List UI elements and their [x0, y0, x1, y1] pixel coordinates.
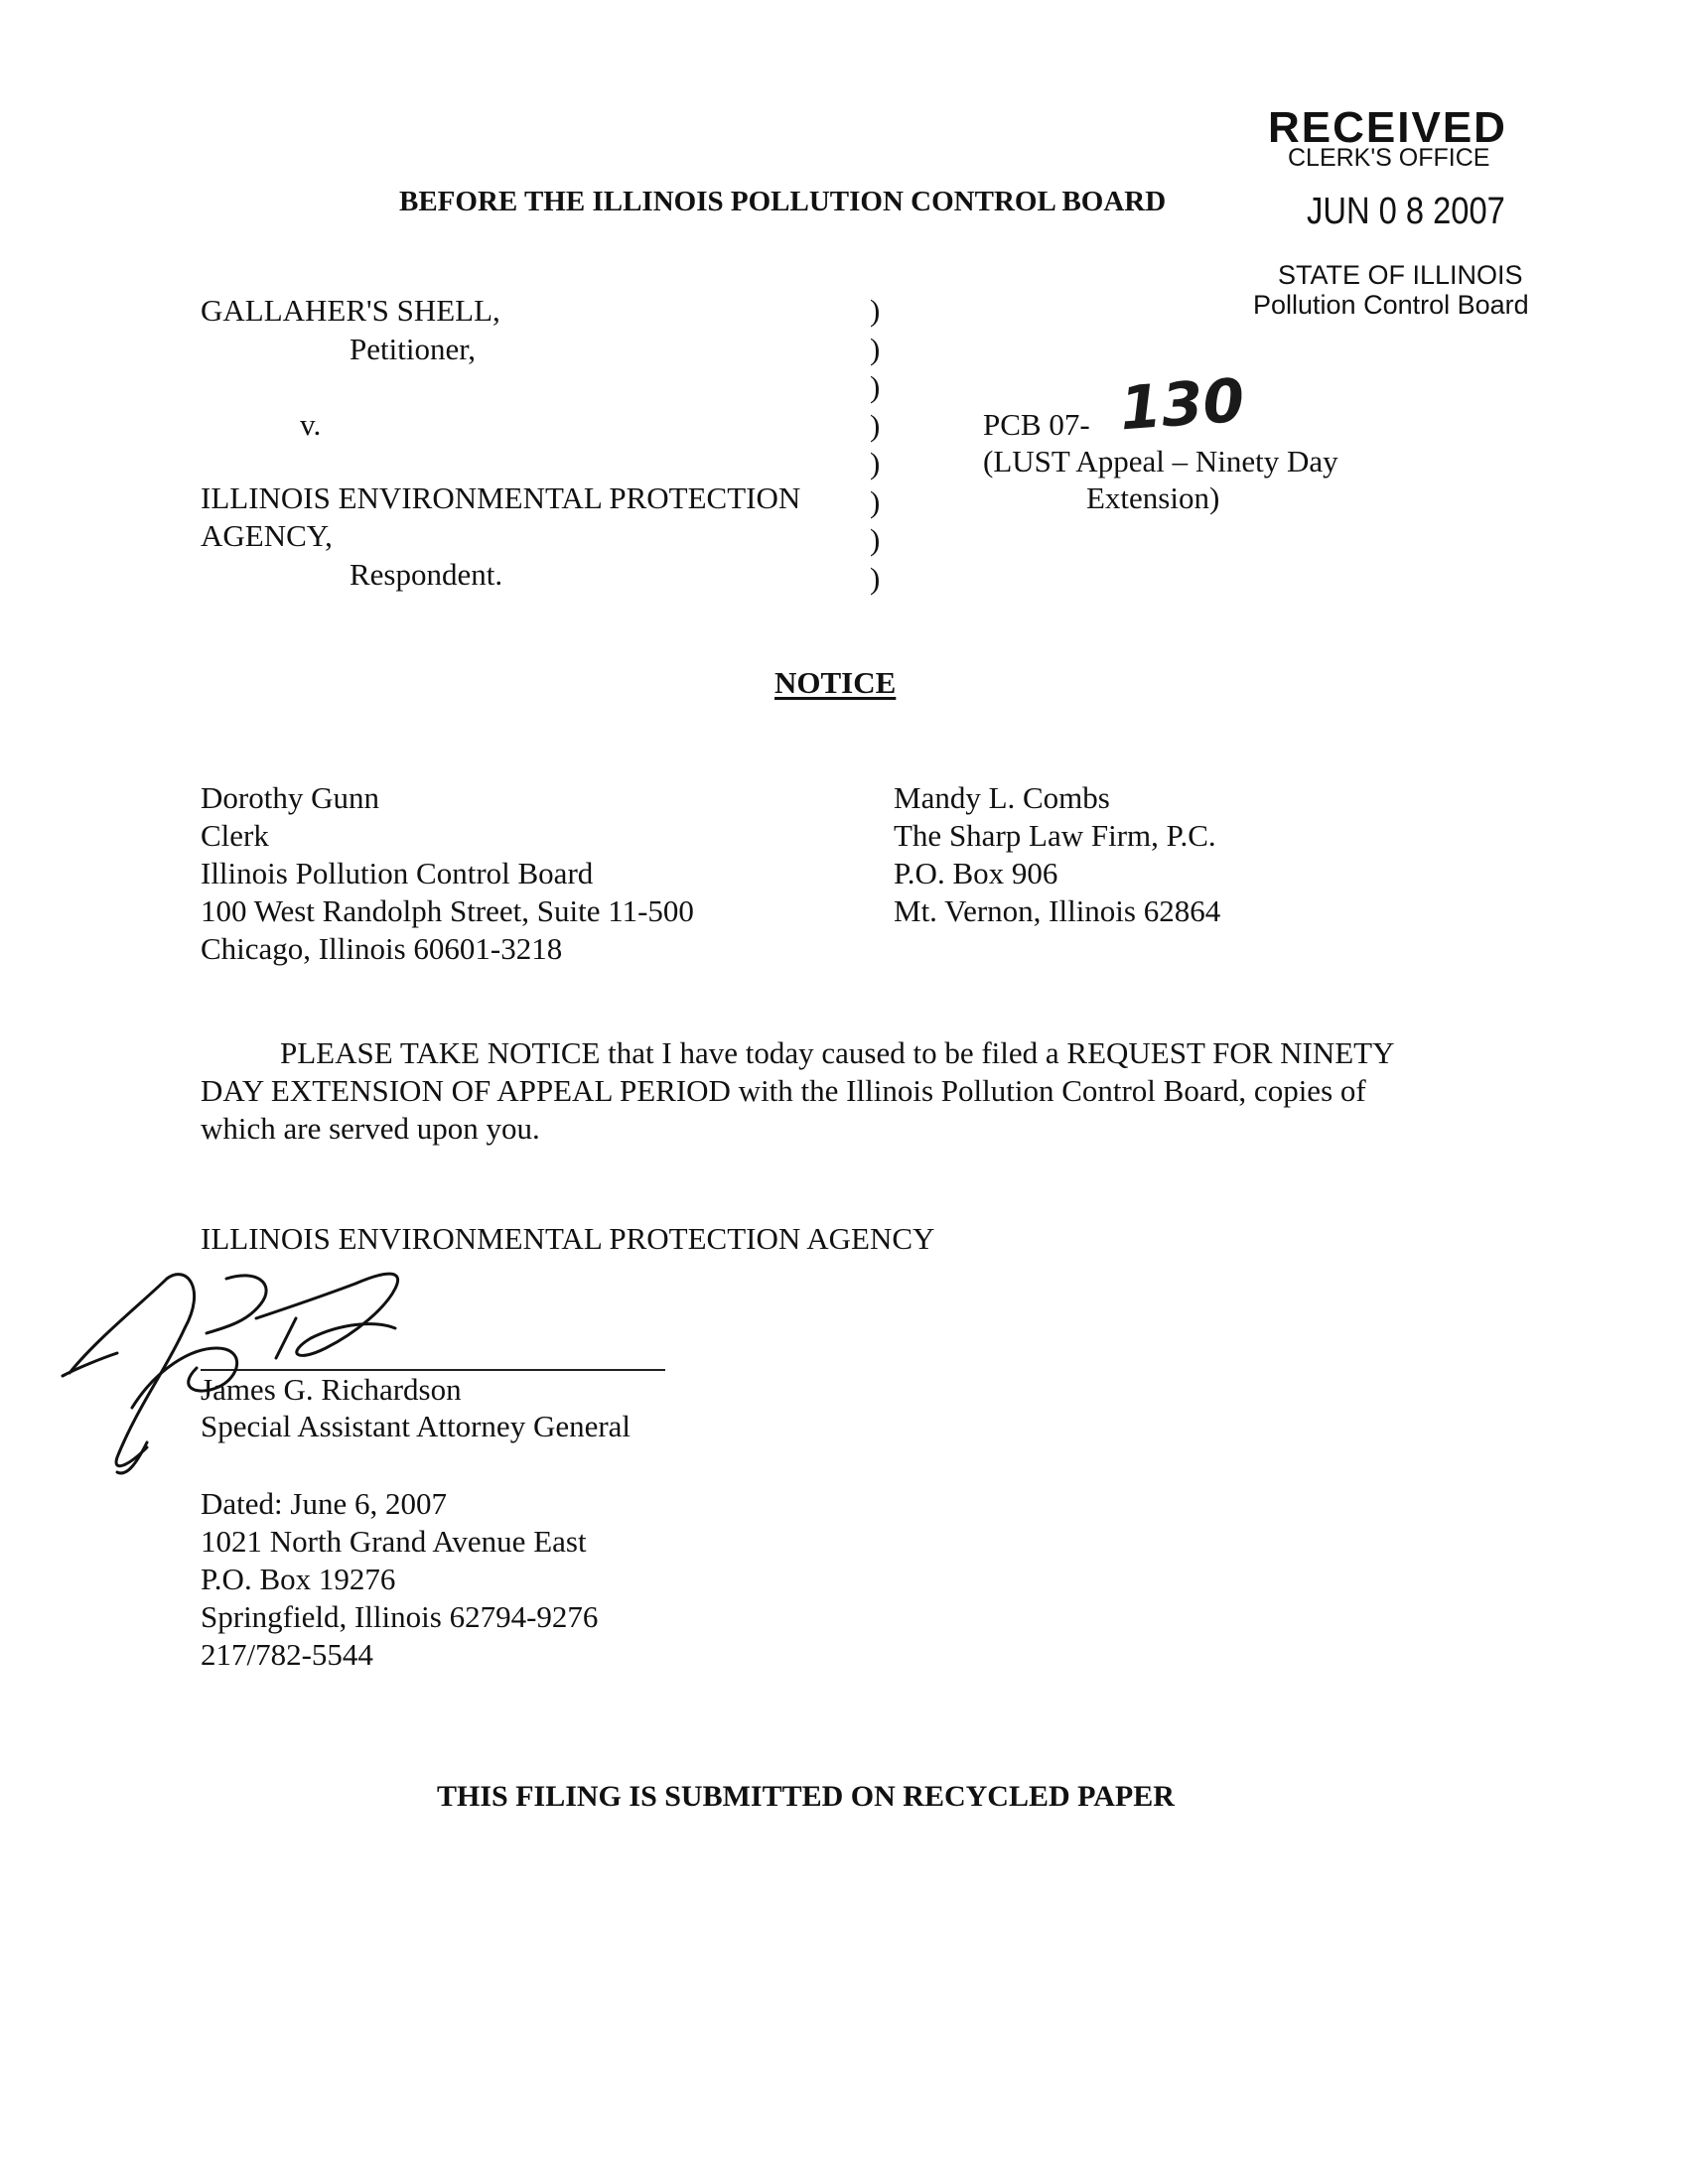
- recipient-right-name: Mandy L. Combs: [894, 780, 1110, 815]
- stamp-state: STATE OF ILLINOIS: [1278, 260, 1523, 290]
- body-line-1: PLEASE TAKE NOTICE that I have today caused to be filed a REQUEST FOR NINETY: [280, 1035, 1395, 1070]
- petitioner-role: Petitioner,: [350, 332, 477, 366]
- case-number: PCB 07-: [983, 407, 1090, 442]
- stamp-board: Pollution Control Board: [1253, 290, 1529, 320]
- case-type-line-1: (LUST Appeal – Ninety Day: [983, 444, 1338, 478]
- stamp-clerks-office: CLERK'S OFFICE: [1288, 144, 1490, 172]
- recipient-left-city: Chicago, Illinois 60601-3218: [201, 931, 563, 966]
- sender-phone: 217/782-5544: [201, 1637, 373, 1672]
- recipient-right-firm: The Sharp Law Firm, P.C.: [894, 818, 1216, 853]
- petitioner-name: GALLAHER'S SHELL,: [201, 293, 500, 328]
- recipient-left-org: Illinois Pollution Control Board: [201, 856, 594, 890]
- signer-title: Special Assistant Attorney General: [201, 1409, 632, 1443]
- sender-box: P.O. Box 19276: [201, 1562, 396, 1596]
- recipient-left-name: Dorothy Gunn: [201, 780, 379, 815]
- body-line-2: DAY EXTENSION OF APPEAL PERIOD with the Illinois Pollution Control Board, copies of: [201, 1073, 1366, 1108]
- notice-title: NOTICE: [774, 665, 897, 700]
- versus: v.: [300, 407, 322, 442]
- case-type-line-2: Extension): [1086, 480, 1220, 515]
- respondent-name-line-1: ILLINOIS ENVIRONMENTAL PROTECTION: [201, 480, 801, 515]
- body-line-3: which are served upon you.: [201, 1111, 540, 1146]
- signer-name: James G. Richardson: [201, 1372, 462, 1407]
- court-heading: BEFORE THE ILLINOIS POLLUTION CONTROL BOARD: [399, 186, 1167, 217]
- agency-name: ILLINOIS ENVIRONMENTAL PROTECTION AGENCY: [201, 1221, 935, 1256]
- stamp-received: RECEIVED: [1268, 103, 1507, 152]
- recipient-left-street: 100 West Randolph Street, Suite 11-500: [201, 893, 694, 928]
- recycled-paper-notice: THIS FILING IS SUBMITTED ON RECYCLED PAPER: [437, 1780, 1175, 1813]
- sender-street: 1021 North Grand Avenue East: [201, 1524, 587, 1559]
- recipient-right-city: Mt. Vernon, Illinois 62864: [894, 893, 1221, 928]
- recipient-left-title: Clerk: [201, 818, 269, 853]
- caption-parentheses: ) ) ) ) ) ) ) ): [870, 293, 881, 596]
- dated-line: Dated: June 6, 2007: [201, 1486, 447, 1521]
- stamp-date: JUN 0 8 2007: [1307, 191, 1505, 232]
- respondent-role: Respondent.: [350, 557, 503, 592]
- sender-city: Springfield, Illinois 62794-9276: [201, 1599, 599, 1634]
- recipient-right-box: P.O. Box 906: [894, 856, 1058, 890]
- respondent-name-line-2: AGENCY,: [201, 518, 333, 553]
- handwritten-case-number: 130: [1117, 365, 1247, 445]
